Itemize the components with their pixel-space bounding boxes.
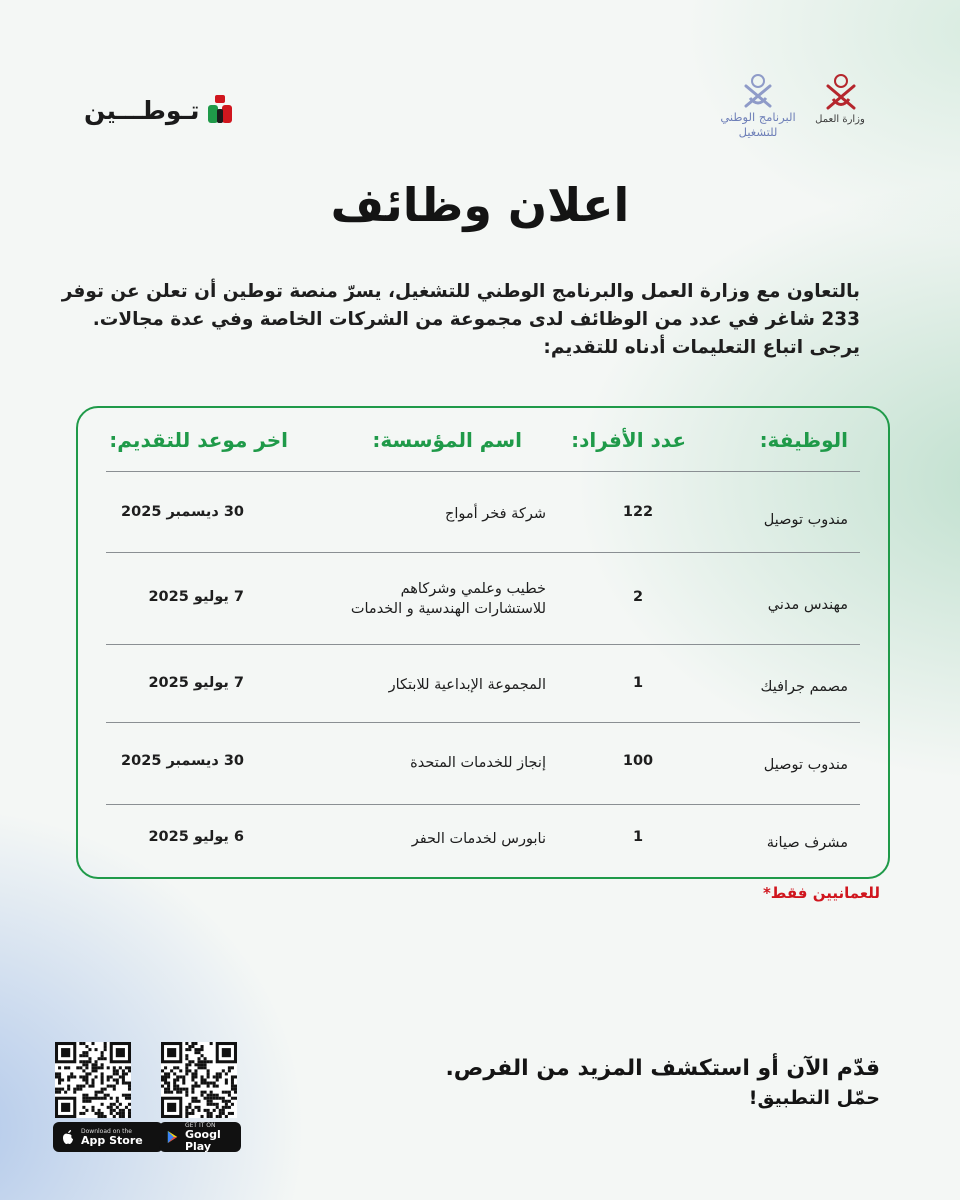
cell-company: إنجاز للخدمات المتحدة [410, 755, 546, 771]
ministry-of-labour-logo [806, 72, 876, 142]
cell-company: المجموعة الإبداعية للابتكار [388, 677, 546, 693]
header-deadline: اخر موعد للتقديم: [109, 428, 288, 452]
cell-count: 1 [632, 829, 644, 845]
cell-job: مشرف صيانة [766, 835, 848, 851]
intro-line-2: 233 شاغر في عدد من الوظائف لدى مجموعة من الشركات الخاصة وفي عدة مجالات. [92, 309, 860, 330]
header-count: عدد الأفراد: [571, 428, 686, 452]
cell-deadline: 30 ديسمبر 2025 [121, 753, 244, 769]
program-label-line1: البرنامج الوطني [720, 110, 796, 124]
cta-headline: قدّم الآن أو استكشف المزيد من الفرص. [445, 1056, 880, 1081]
cell-deadline: 6 يوليو 2025 [148, 829, 244, 845]
googleplay-qr-code[interactable] [161, 1042, 237, 1118]
table-row [78, 723, 888, 815]
cell-deadline: 7 يوليو 2025 [148, 675, 244, 691]
googleplay-big-text: Googl Play [184, 1127, 221, 1153]
cell-count: 1 [632, 675, 644, 691]
cell-deadline: 7 يوليو 2025 [148, 589, 244, 605]
googleplay-badge[interactable] [159, 1122, 241, 1152]
cell-company-line2: للاستشارات الهندسية و الخدمات [350, 601, 546, 617]
cell-company-line1: خطيب وعلمي وشركاهم [400, 581, 546, 597]
page-title: اعلان وظائف [330, 178, 630, 232]
program-emblem-icon [708, 72, 808, 110]
header-company: اسم المؤسسة: [372, 428, 522, 452]
omanis-only-note: للعمانيين فقط* [762, 884, 880, 902]
appstore-badge[interactable] [53, 1122, 163, 1152]
appstore-qr-code[interactable] [55, 1042, 131, 1118]
oman-emblem-icon [806, 72, 876, 112]
google-play-icon [167, 1129, 179, 1145]
intro-line-3: يرجى اتباع التعليمات أدناه للتقديم: [543, 337, 860, 358]
tawteen-logo [84, 94, 234, 126]
cell-job: مصمم جرافيك [760, 679, 848, 695]
cell-company: شركة فخر أمواج [444, 506, 546, 522]
googleplay-small-text: GET IT ON [184, 1121, 216, 1129]
cell-company: نابورس لخدمات الحفر [411, 831, 546, 847]
ministry-label: وزارة العمل [815, 114, 865, 125]
call-to-action [440, 1054, 880, 1112]
table-row [78, 553, 888, 645]
appstore-small-text: Download on the [81, 1127, 132, 1135]
cell-job: مندوب توصيل [763, 757, 848, 773]
apple-icon [61, 1129, 75, 1145]
tawteen-logo-icon [206, 95, 234, 125]
header-job: الوظيفة: [759, 428, 848, 452]
intro-paragraph [61, 278, 860, 362]
tawteen-wordmark: تـوطـــين [84, 95, 200, 125]
program-label-line2: للتشغيل [738, 125, 778, 139]
national-employment-program-logo [708, 72, 808, 142]
intro-line-1: بالتعاون مع وزارة العمل والبرنامج الوطني للتشغيل، يسرّ منصة توطين أن تعلن عن توفر [61, 281, 860, 302]
cell-count: 2 [632, 589, 644, 605]
cell-job: مهندس مدني [767, 597, 848, 613]
cell-count: 100 [622, 753, 654, 769]
table-row [78, 472, 888, 564]
cell-job: مندوب توصيل [763, 512, 848, 528]
cell-count: 122 [622, 504, 654, 520]
cell-deadline: 30 ديسمبر 2025 [121, 504, 244, 520]
appstore-big-text: App Store [81, 1133, 143, 1147]
jobs-table [76, 406, 890, 879]
cta-subtext: حمّل التطبيق! [748, 1087, 880, 1109]
cell-company [351, 579, 546, 619]
